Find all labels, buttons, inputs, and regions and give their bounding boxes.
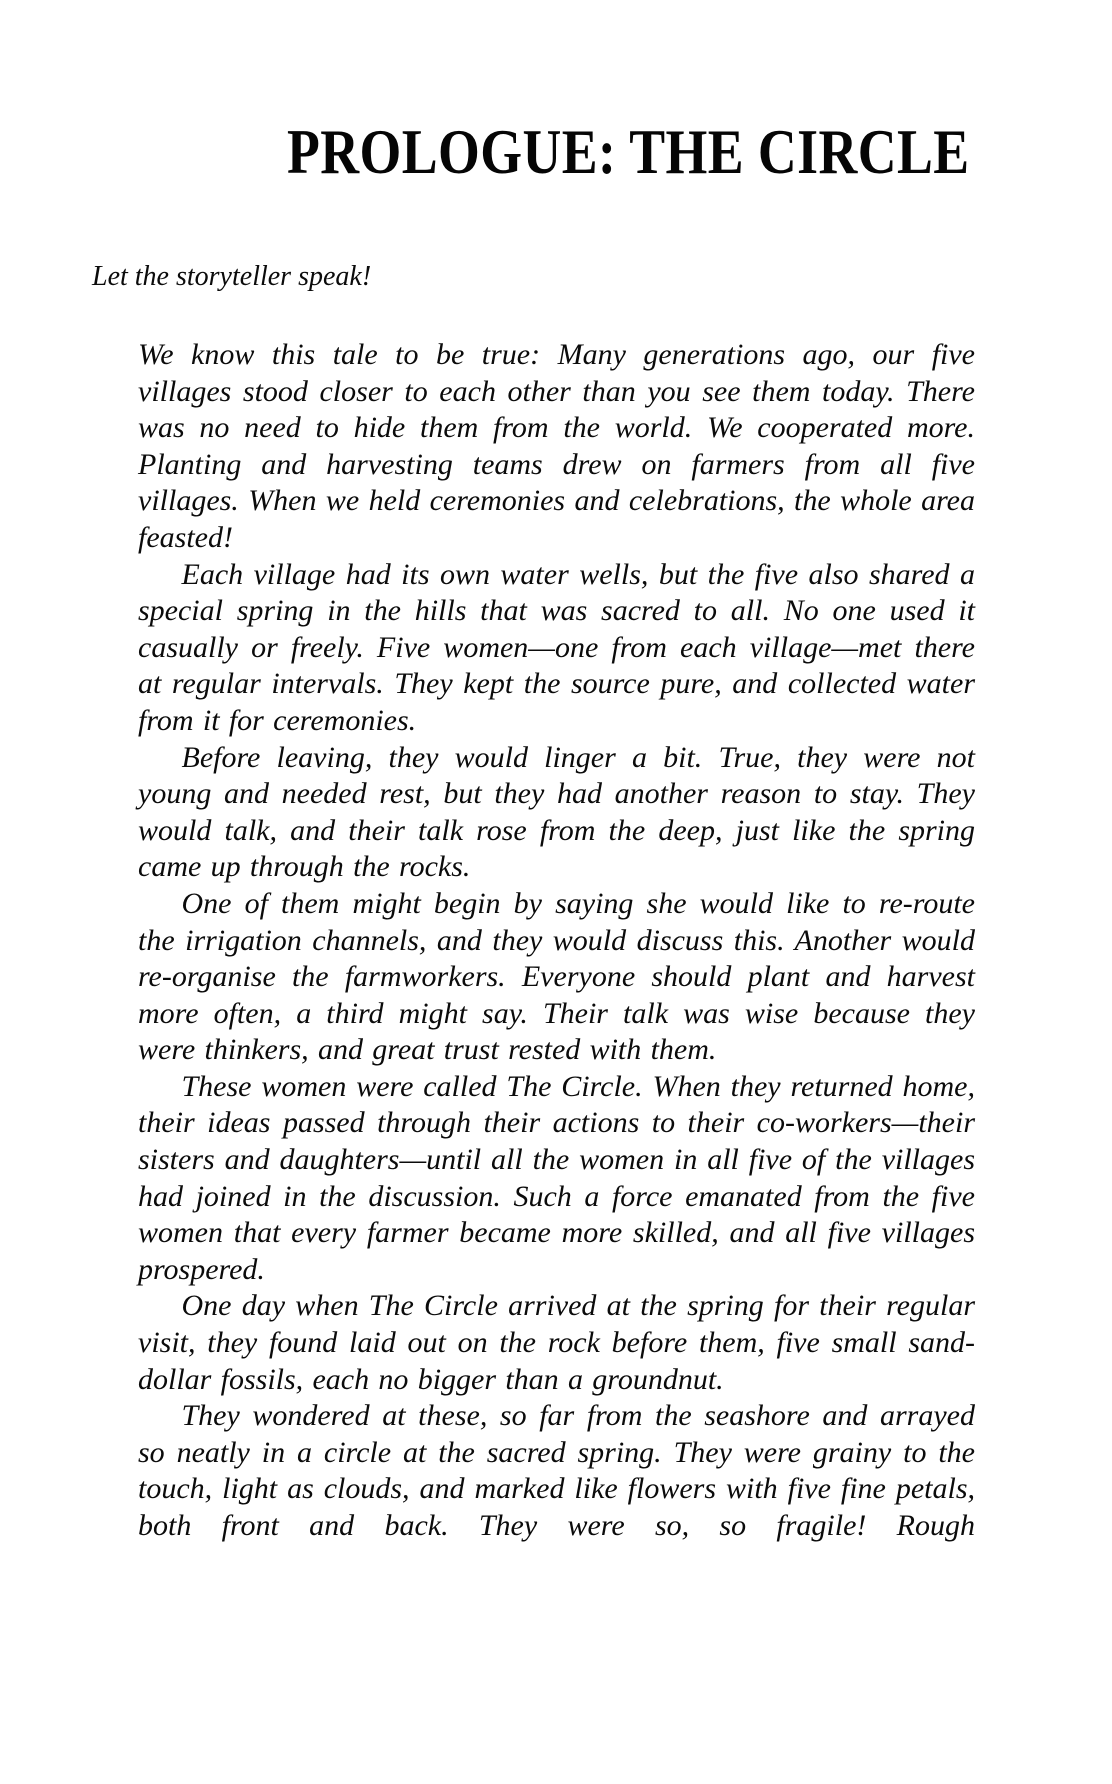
story-paragraph-7: They wondered at these, so far from the seashore and arrayed so neatly in a circle at the sacred spring. They were grainy to the touch, light as clouds, and marked like flowers with five fine petals, both front and back. They were so, so fragile! Rough: [138, 1399, 975, 1542]
story-paragraph-2: Each village had its own water wells, but the five also shared a special spring in the hills that was sacred to all. No one used it casually or freely. Five women—one from each village—met there at regular intervals. They kept the source pure, and collected water from it for ceremonies.: [138, 557, 975, 737]
chapter-title-text: PROLOGUE: THE CIRCLE: [287, 116, 970, 187]
story-paragraph-1: We know this tale to be true: Many generations ago, our five villages stood closer to each other than you see them today. There was no need to hide them from the world. We cooperated more. Planting and harvesting teams drew on farmers from all five villages. When we held ceremonies and celebrations, the whole area feasted!: [138, 338, 975, 554]
storyteller-intro: Let the storyteller speak!: [92, 261, 372, 292]
story-paragraph-5: These women were called The Circle. When they returned home, their ideas passed through their actions to their co-workers—their sisters and daughters—until all the women in all five of the villages had joined in the discussion. Such a force emanated from the five women that every farmer became more skilled, and all five villages prospered.: [138, 1069, 975, 1286]
story-paragraph-6: One day when The Circle arrived at the spring for their regular visit, they found laid out on the rock before them, five small sand-dollar fossils, each no bigger than a groundnut.: [138, 1289, 975, 1396]
story-block: [138, 337, 975, 1545]
story-paragraph-3: Before leaving, they would linger a bit. True, they were not young and needed rest, but they had another reason to stay. They would talk, and their talk rose from the deep, just like the spring came up through the rocks.: [138, 740, 975, 884]
book-page: [0, 117, 1112, 1784]
chapter-title: [92, 117, 1020, 187]
story-paragraph-4: One of them might begin by saying she would like to re-route the irrigation channels, and they would discuss this. Another would re-organise the farmworkers. Everyone should plant and harvest more often, a third might say. Their talk was wise because they were thinkers, and great trust rested with them.: [138, 886, 975, 1067]
